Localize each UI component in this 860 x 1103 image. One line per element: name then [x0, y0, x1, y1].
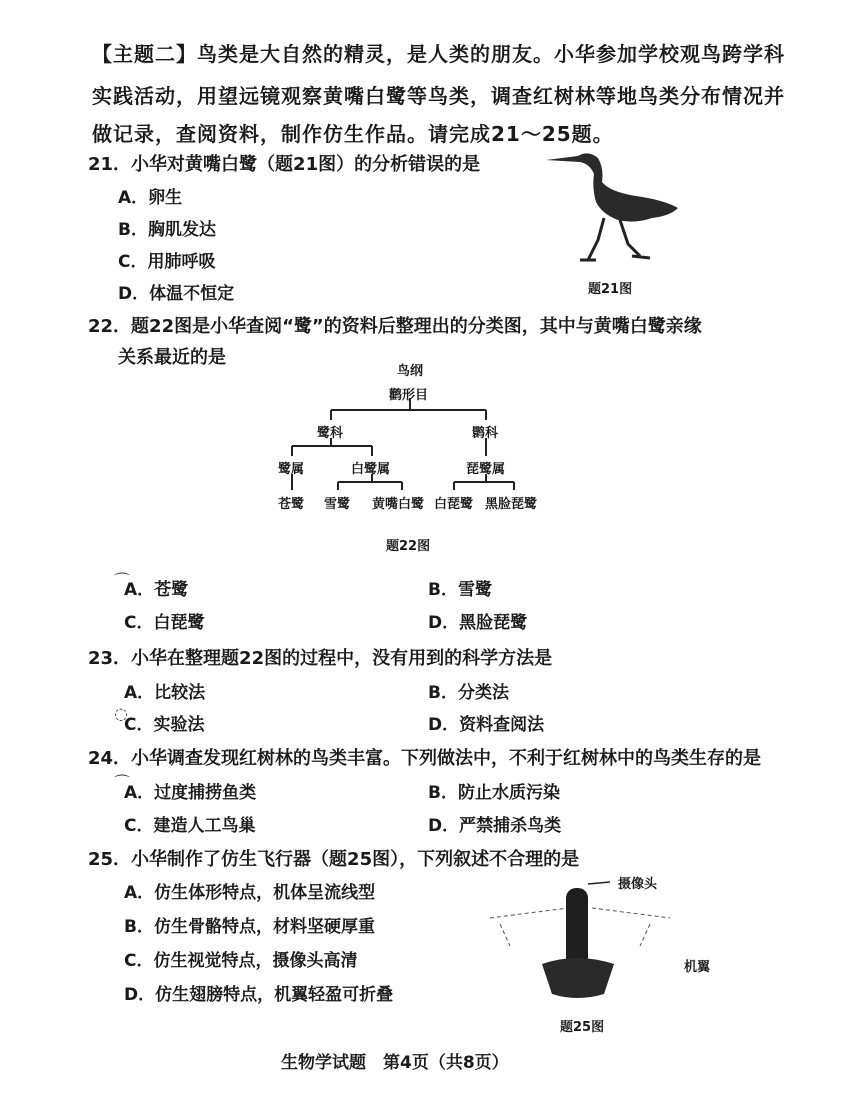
q21-figure-caption: 题21图 — [588, 282, 633, 297]
q21-option-c: C．用肺呼吸 — [118, 252, 216, 272]
q22-option-b: B．雪鹭 — [428, 580, 492, 600]
q21-option-d: D．体温不恒定 — [118, 284, 235, 304]
q25-stem: 25．小华制作了仿生飞行器（题25图），下列叙述不合理的是 — [88, 849, 580, 870]
q25-option-c: C．仿生视觉特点，摄像头高清 — [124, 951, 358, 971]
theme-intro-line-2: 实践活动，用望远镜观察黄嘴白鹭等鸟类，调查红树林等地鸟类分布情况并 — [92, 84, 785, 108]
tree-family-left: 鹭科 — [317, 426, 344, 441]
label-camera: 摄像头 — [618, 877, 658, 892]
tree-class: 鸟纲 — [397, 364, 424, 379]
theme-intro-line-3: 做记录，查阅资料，制作仿生作品。请完成21～25题。 — [92, 122, 614, 146]
pencil-circle-mark: ◌ — [114, 704, 128, 723]
pencil-tick-mark: ⌒ — [114, 571, 131, 590]
tree-order: 鹳形目 — [389, 388, 429, 403]
theme-intro-line-1: 【主题二】鸟类是大自然的精灵，是人类的朋友。小华参加学校观鸟跨学科 — [92, 42, 785, 66]
label-wing: 机翼 — [684, 960, 711, 975]
tree-family-right: 鹮科 — [472, 426, 499, 441]
q24-option-b: B．防止水质污染 — [428, 783, 560, 803]
tree-species-1: 苍鹭 — [278, 497, 305, 512]
q22-stem-line-1: 22．题22图是小华查阅“鹭”的资料后整理出的分类图，其中与黄嘴白鹭亲缘 — [88, 316, 702, 337]
q23-stem: 23．小华在整理题22图的过程中，没有用到的科学方法是 — [88, 648, 553, 669]
q25-figure-caption: 题25图 — [560, 1020, 605, 1035]
q25-option-d: D．仿生翅膀特点，机翼轻盈可折叠 — [124, 985, 394, 1005]
q21-option-a: A．卵生 — [118, 188, 183, 208]
q24-stem: 24．小华调查发现红树林的鸟类丰富。下列做法中，不利于红树林中的鸟类生存的是 — [88, 748, 762, 769]
q21-option-b: B．胸肌发达 — [118, 220, 216, 240]
q21-stem: 21．小华对黄嘴白鹭（题21图）的分析错误的是 — [88, 154, 481, 175]
q23-option-c: C．实验法 — [124, 715, 205, 735]
pencil-tick-mark: ⌒ — [114, 773, 131, 792]
tree-genus-3: 琵鹭属 — [466, 462, 506, 477]
tree-species-2: 雪鹭 — [324, 497, 351, 512]
page-footer: 生物学试题 第4页（共8页） — [281, 1053, 509, 1073]
tree-genus-1: 鹭属 — [278, 462, 305, 477]
q23-option-a: A．比较法 — [124, 683, 206, 703]
q24-option-a: A．过度捕捞鱼类 — [124, 783, 257, 803]
q24-option-c: C．建造人工鸟巢 — [124, 816, 256, 836]
tree-species-3: 黄嘴白鹭 — [372, 497, 425, 512]
q22-option-d: D．黑脸琵鹭 — [428, 613, 528, 633]
q23-option-b: B．分类法 — [428, 683, 509, 703]
q24-option-d: D．严禁捕杀鸟类 — [428, 816, 562, 836]
q22-option-c: C．白琵鹭 — [124, 613, 205, 633]
q22-option-a: A．苍鹭 — [124, 580, 189, 600]
q22-figure-caption: 题22图 — [386, 539, 431, 554]
tree-genus-2: 白鹭属 — [351, 462, 391, 477]
q25-option-b: B．仿生骨骼特点，材料坚硬厚重 — [124, 917, 375, 937]
q22-stem-line-2: 关系最近的是 — [118, 347, 226, 368]
tree-species-5: 黑脸琵鹭 — [485, 497, 538, 512]
q25-option-a: A．仿生体形特点，机体呈流线型 — [124, 883, 376, 903]
tree-species-4: 白琵鹭 — [434, 497, 474, 512]
q23-option-d: D．资料查阅法 — [428, 715, 545, 735]
